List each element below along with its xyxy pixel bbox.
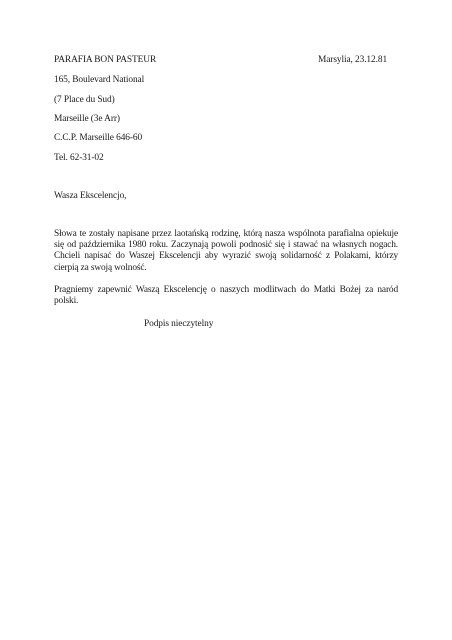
- address-line-place: (7 Place du Sud): [54, 95, 115, 105]
- signature-note: Podpis nieczytelny: [144, 319, 214, 329]
- place-date: Marsylia, 23.12.81: [318, 55, 388, 65]
- sender-name: PARAFIA BON PASTEUR: [54, 55, 157, 65]
- salutation: Wasza Ekscelencjo,: [54, 191, 127, 201]
- address-line-street: 165, Boulevard National: [54, 75, 145, 85]
- body-paragraph: Słowa te zostały napisane przez laotańską rodzinę, którą nasza wspólnota parafialna opiekuje się od października 1980 roku. Zaczynają powoli podnosić się i stawać na własnych nogach. Chcieli napisać do Waszej Ekscelencji aby wyrazić swoją solidarność z Polakami, którzy cierpią za swoją wolność.: [54, 229, 398, 273]
- body-paragraph: Pragniemy zapewnić Waszą Ekscelencję o naszych modlitwach do Matki Bożej za naród polski.: [54, 285, 398, 307]
- address-line-phone: Tel. 62-31-02: [54, 153, 104, 163]
- address-line-ccp: C.C.P. Marseille 646-60: [54, 133, 143, 143]
- address-line-city: Marseille (3e Arr): [54, 114, 120, 124]
